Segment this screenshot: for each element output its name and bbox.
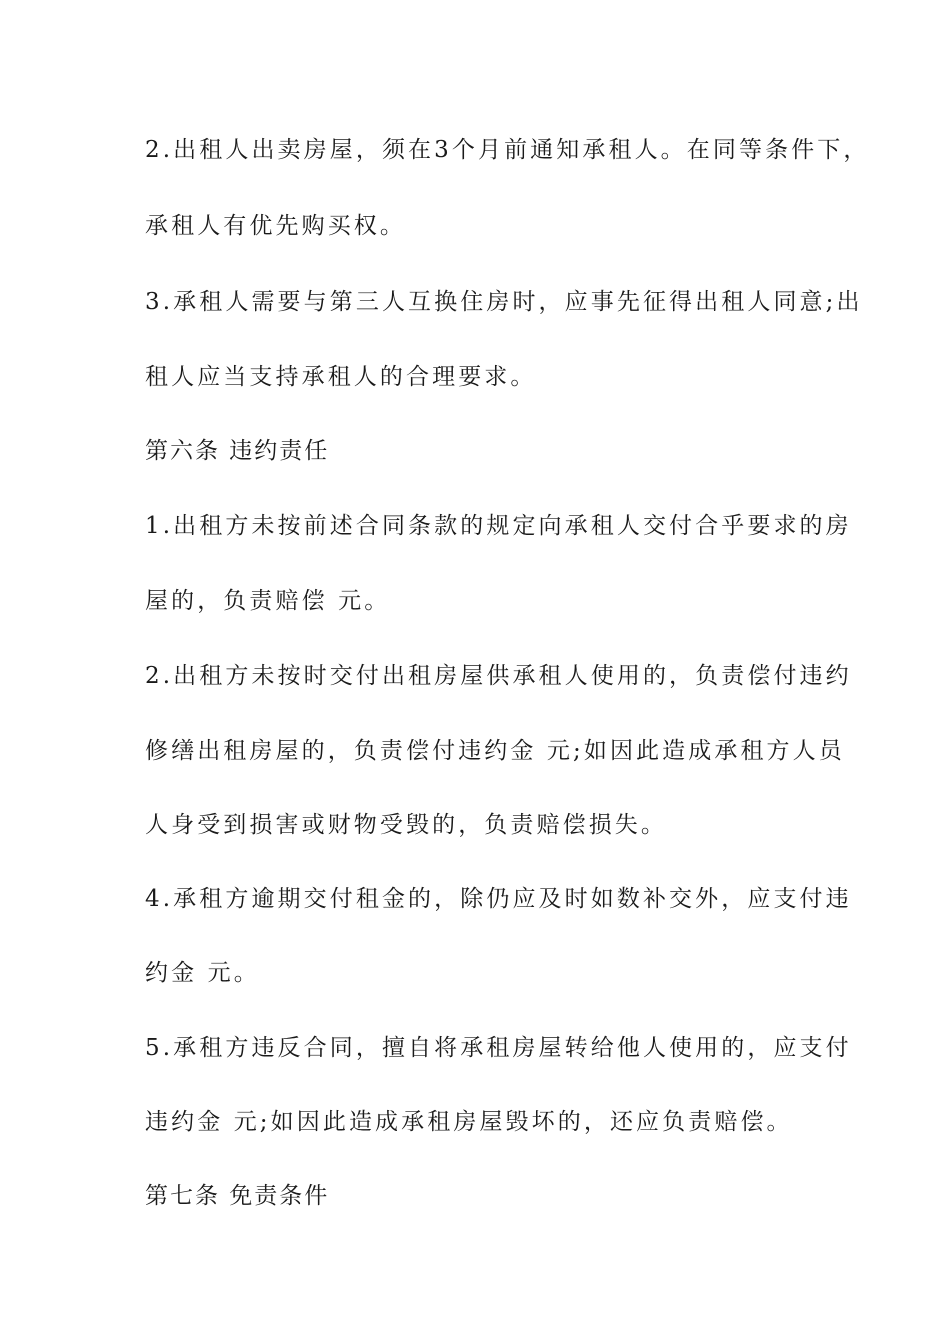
paragraph-line: 租人应当支持承租人的合理要求。 [145, 364, 537, 390]
paragraph-line: 人身受到损害或财物受毁的，负责赔偿损失。 [145, 812, 667, 838]
paragraph-line: 承租人有优先购买权。 [145, 213, 406, 239]
paragraph-line: 3.承租人需要与第三人互换住房时，应事先征得出租人同意;出 [145, 289, 863, 315]
paragraph-line: 5.承租方违反合同，擅自将承租房屋转给他人使用的，应支付 [145, 1035, 852, 1061]
paragraph-line: 2.出租人出卖房屋，须在3个月前通知承租人。在同等条件下， [145, 137, 870, 163]
paragraph-line: 约金 元。 [145, 960, 260, 986]
section-heading: 第七条 免责条件 [145, 1183, 330, 1209]
paragraph-line: 1.出租方未按前述合同条款的规定向承租人交付合乎要求的房 [145, 513, 852, 539]
paragraph-line: 屋的，负责赔偿 元。 [145, 588, 391, 614]
section-heading: 第六条 违约责任 [145, 438, 330, 464]
paragraph-line: 4.承租方逾期交付租金的，除仍应及时如数补交外，应支付违 [145, 886, 852, 912]
paragraph-line: 2.出租方未按时交付出租房屋供承租人使用的，负责偿付违约 [145, 663, 852, 689]
paragraph-line: 违约金 元;如因此造成承租房屋毁坏的，还应负责赔偿。 [145, 1109, 793, 1135]
paragraph-line: 修缮出租房屋的，负责偿付违约金 元;如因此造成承租方人员 [145, 738, 845, 764]
